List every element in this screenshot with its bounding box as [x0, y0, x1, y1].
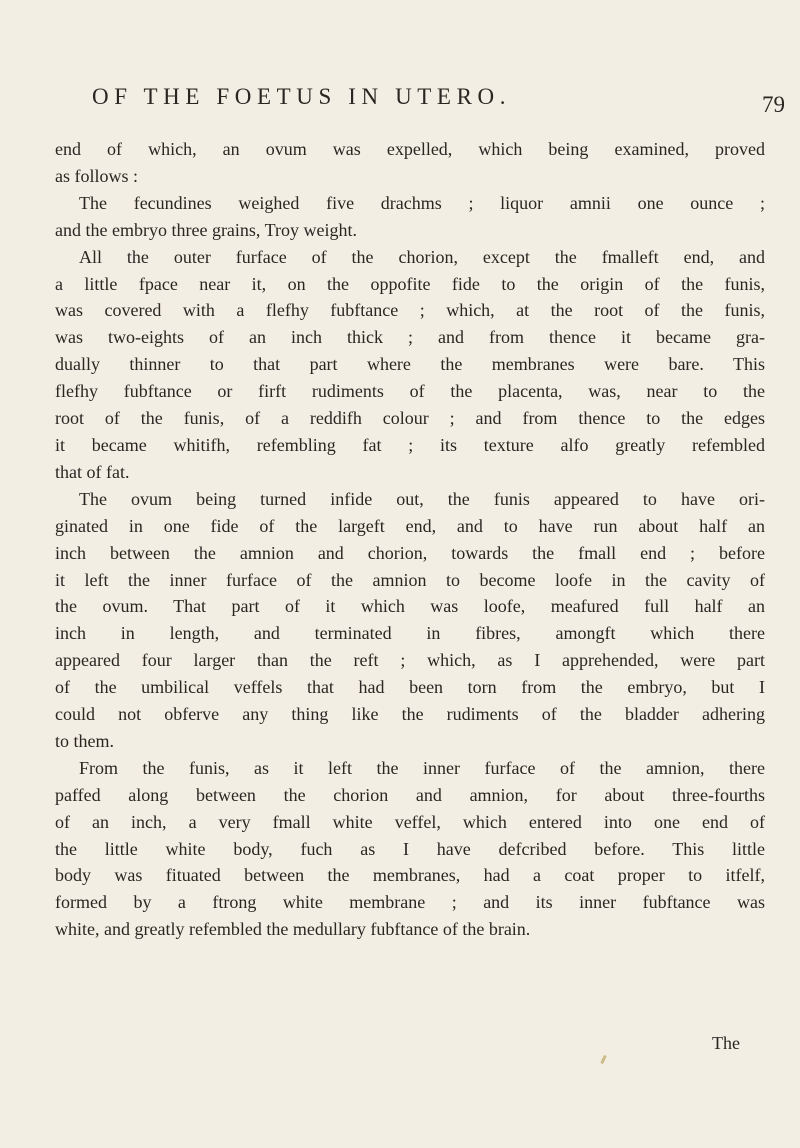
text-line: ginated in one fide of the largeft end, and to have run about half an — [55, 515, 765, 536]
text-line: the little white body, fuch as I have defcribed before. This little — [55, 838, 765, 859]
text-line: body was fituated between the membranes, had a coat proper to itfelf, — [55, 865, 765, 886]
text-line: formed by a ftrong white membrane ; and its inner fubftance was — [55, 892, 765, 913]
text-line: dually thinner to that part where the membranes were bare. This — [55, 354, 765, 375]
text-line: All the outer furface of the chorion, except the fmalleft end, and — [79, 246, 765, 267]
page-number: 79 — [762, 92, 785, 117]
text-line: end of which, an ovum was expelled, which being examined, proved — [55, 139, 765, 159]
text-line: paffed along between the chorion and amnion, for about three-fourths — [55, 784, 765, 805]
body-text — [55, 136, 765, 943]
text-line: root of the funis, of a reddifh colour ; and from thence to the edges — [55, 408, 765, 429]
text-line: that of fat. — [55, 461, 130, 482]
text-line: The ovum being turned infide out, the funis appeared to have ori- — [79, 488, 765, 509]
text-line: a little fpace near it, on the oppofite fide to the origin of the funis, — [55, 273, 765, 294]
text-line: white, and greatly refembled the medullary fubftance of the brain. — [55, 919, 531, 940]
text-line: the ovum. That part of it which was loofe, meafured full half an — [55, 596, 765, 617]
text-line: it became whitifh, refembling fat ; its texture alfo greatly refembled — [55, 434, 765, 455]
text-line: inch between the amnion and chorion, towards the fmall end ; before — [55, 542, 765, 563]
text-line: of the umbilical veffels that had been torn from the embryo, but I — [55, 677, 765, 698]
text-line: was covered with a flefhy fubftance ; which, at the root of the funis, — [55, 300, 765, 321]
text-line: and the embryo three grains, Troy weight. — [55, 219, 357, 240]
text-line: of an inch, a very fmall white veffel, which entered into one end of — [55, 811, 765, 832]
text-line: as follows : — [55, 165, 138, 186]
catchword: The — [712, 1033, 740, 1053]
text-line: flefhy fubftance or firft rudiments of the placenta, was, near to the — [55, 381, 765, 402]
running-head: OF THE FOETUS IN UTERO. — [92, 84, 512, 109]
paper-speck — [600, 1055, 607, 1064]
text-line: inch in length, and terminated in fibres, amongft which there — [55, 623, 765, 644]
text-line: was two-eights of an inch thick ; and from thence it became gra- — [55, 327, 765, 348]
text-line: could not obferve any thing like the rudiments of the bladder adhering — [55, 704, 765, 725]
text-line: to them. — [55, 730, 114, 751]
text-line: appeared four larger than the reft ; which, as I apprehended, were part — [55, 650, 765, 671]
text-line: From the funis, as it left the inner furface of the amnion, there — [79, 757, 765, 778]
text-line: it left the inner furface of the amnion to become loofe in the cavity of — [55, 569, 765, 590]
text-line: The fecundines weighed five drachms ; liquor amnii one ounce ; — [79, 192, 765, 213]
